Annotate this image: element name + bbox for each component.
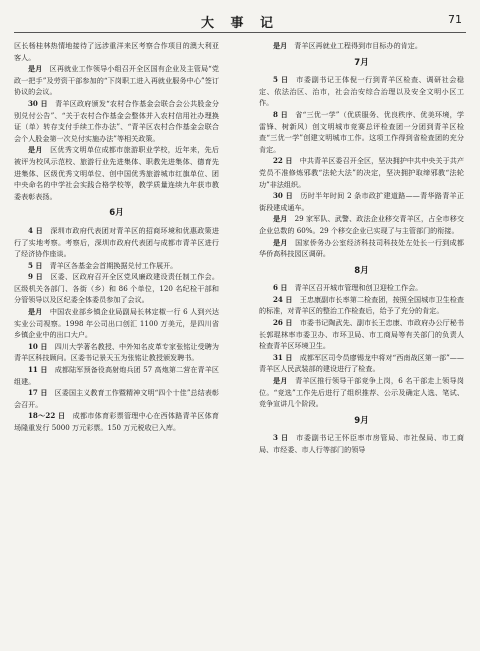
entry-date: 31 日 [273,352,293,362]
entry-text: 区优秀文明单位成都市旅游职业学校，近年来，先后被评为校风示范校、旅游行业先进集体、职教先进集体、德育先进集体、区级优秀文明单位、创中国优秀旅游城市红旗单位、团中央命名的中学社会实践合格学校等，教学质量连续九年获市教委表彰表扬。 [14,145,220,201]
entry-text: 中共青羊区委召开全区，坚决拥护中共中央关于共产党员不准修炼邪教“法轮大法”的决定，坚决拥护取缔邪教“法轮功”非法组织。 [259,156,465,189]
entry-text: 市委副书记王怀臣率市房管局、市社保局、市工商局、市经委、市人行等部门的领导 [259,433,465,454]
entry [259,282,464,294]
entry-text: 青羊区召开城市管理和创卫迎检工作会。 [294,283,423,293]
page-number: 71 [448,13,462,26]
entry [14,271,219,306]
entry-date: 是月 [28,64,43,74]
month-heading: 8月 [354,265,369,276]
month-heading: 9月 [354,415,369,426]
entry-date: 9 日 [28,272,43,282]
entry-date: 30 日 [273,191,293,201]
entry-text: 青羊区政府颁发“农村合作基金会联合会公共股金分别兑付公告”、“关于农村合作基金会整体并入农村信用社办理换证（单）转存支付手续工作办法”、“青羊区农村合作基金会联合会个人股金第一次兑付实施办法”等相关政策。 [14,98,220,143]
entry-text: 区委国主义教育工作暨精神文明“四个十佳”总结表彰会召开。 [14,388,219,409]
month-heading: 7月 [354,57,369,68]
entry-text: 青羊区再就业工程得到市目标办的肯定。 [294,41,422,50]
entry-text: 省“三优一学”（优质服务、优良秩序、优美环境，学雷锋、树新风）创文明城市竞赛总评检查团一分团到青羊区检查“三优一学”创建文明城市工作。这项工作得到省检查团的充分肯定。 [259,109,464,154]
entry [259,237,464,260]
entry-date: 5 日 [273,75,289,85]
entry-text: 市委书记陶武先、副市长王忠康、市政府办公厅秘书长郭琨林率市委卫办、市环卫局、市工商局等有关部门的负责人检查青羊区环境卫生。 [259,318,465,351]
entry-date: 是月 [28,307,43,317]
entry-date: 24 日 [273,294,293,304]
entry [14,260,219,272]
entry-date: 30 日 [28,98,48,108]
entry [259,40,464,52]
month-heading: 6月 [109,208,124,219]
entry [259,352,464,375]
entry [259,294,464,317]
entry [259,109,464,155]
entry-text: 成都军区司令员廖锡龙中将对“西南战区第一部”——青羊区人民武装部的建设进行了检查。 [259,352,464,374]
entry [259,213,464,236]
entry [14,98,219,144]
entry-date: 22 日 [273,156,293,166]
running-title: 大 事 记 [200,16,280,31]
entry [14,144,219,202]
entry-text: 四川大学著名教授、中外知名皮革专家张铭让受聘为青羊区科技顾问。区委书记景天玉为张铭让教授颁发聘书。 [14,341,220,363]
entry [14,341,219,364]
entry-text: 中国农业部乡镇企业局副局长林定椒一行 6 人到兴达实业公司视察。1998 年公司出口创汇 1100 万美元，是四川省乡镇企业中的出口大户。 [14,307,220,340]
entry [14,63,219,98]
entry-date: 是月 [273,41,288,50]
entry-date: 是月 [273,376,288,386]
entry-text: 区长杨桂林热情地接待了远涉重洋来区考察合作项目的澳大利亚客人。 [14,41,219,62]
entry [14,225,219,260]
entry [259,317,464,352]
entry-date: 是月 [273,214,288,224]
entry-text: 成都陆军预备役高射炮兵团 57 高炮第二营在青羊区组建。 [14,365,219,386]
entry-date: 3 日 [273,433,289,443]
entry-text: 深圳市政府代表团对青羊区的招商环境和优惠政策进行了实地考察。考察后，深圳市政府代表团与成都市青羊区进行了经济协作座谈。 [14,225,219,259]
entry-text: 成都市体育彩票管理中心在西体路青羊区体育场隆重发行 5000 万元彩票。150 万元税收已入库。 [14,411,219,432]
entry [259,74,464,109]
entry-text: 区委、区政府召开全区党风廉政建设责任制工作会。区级机关各部门、各街（乡）和 86 个单位，120 名纪检干部和分管领导以及区纪委全体委员参加了会议。 [14,272,219,305]
entry-text: 国家侨务办公室经济科技司科技处左处长一行到成都华侨高科技园区调研。 [259,237,465,259]
entry-date: 是月 [273,237,288,247]
entry-date: 4 日 [28,225,43,235]
entry-date: 17 日 [28,388,48,398]
entry-date: 18～22 日 [28,411,66,421]
entry-text: 市委副书记王体倪一行到青羊区检查、调研社会稳定、依法治区、治市，社会治安综合治理以及安全文明小区工作。 [259,75,465,108]
entry [259,155,464,190]
entry [259,375,464,410]
entry-date: 10 日 [28,341,48,351]
entry-date: 5 日 [28,260,43,270]
entry [14,364,219,387]
entry-date: 6 日 [273,283,288,293]
entry [14,410,219,433]
entry-date: 是月 [28,145,43,155]
entry-date: 11 日 [28,365,48,375]
entry-text: 王忠康副市长率第二检查团，按照全国城市卫生检查的标准，对青羊区的整治工作检查后，给予了充分的肯定。 [259,294,465,316]
right-column [259,40,464,456]
page-header [14,10,466,33]
left-column [14,40,219,434]
entry [14,306,219,341]
entry-text: 区再就业工作领导小组召开全区国有企业及主管局“党政一把手”及劳资干部参加的“下岗职工进入再就业服务中心”签订协议的会议。 [14,64,220,97]
entry-text: 青羊区各基金会首期换据兑付工作展开。 [49,260,178,270]
entry-text: 29 家军队、武警、政法企业移交青羊区，占全市移交企业总数的 60%。29 个移交企业已实现了与主管部门的衔接。 [259,214,465,235]
entry-text: 青羊区推行领导干部竞争上岗，6 名干部走上领导岗位。“竞选”工作先后进行了组织推荐、公示及确定人选、笔试、竞争宣讲几个阶段。 [259,376,465,409]
entry-text: 历时半年时间 2 条市政扩建道路——青华路青羊正街段建成通车。 [259,191,465,212]
entry [259,190,464,213]
entry [259,432,464,455]
entry-date: 26 日 [273,318,293,328]
entry [14,387,219,410]
entry-date: 8 日 [273,109,288,119]
